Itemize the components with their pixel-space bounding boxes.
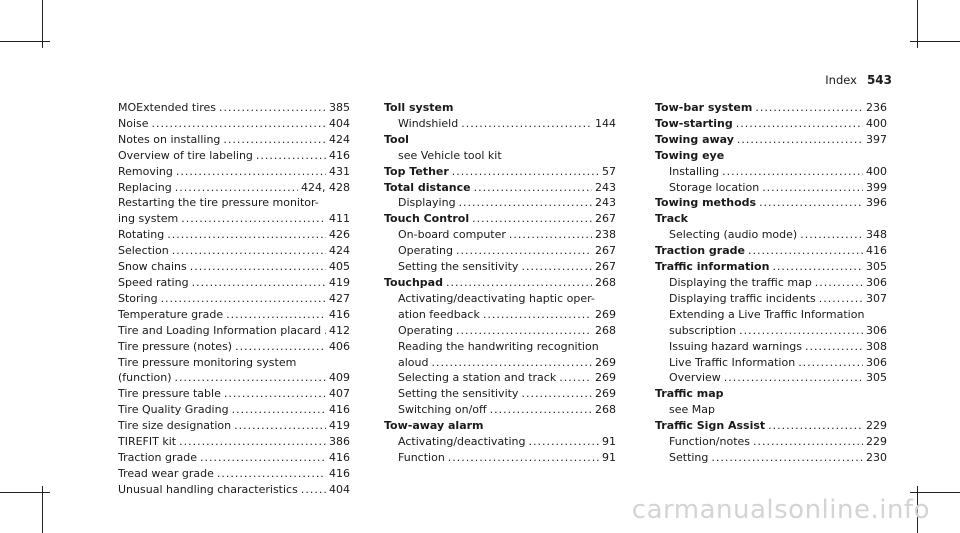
dot-leader — [181, 211, 326, 227]
dot-leader — [739, 323, 863, 339]
dot-leader — [798, 355, 863, 371]
entry-term: Unusual handling characteristics — [118, 482, 298, 496]
page-reference: 267 — [595, 260, 616, 274]
page-reference: 305 — [866, 260, 887, 274]
dot-leader — [190, 259, 326, 275]
index-entry — [655, 275, 887, 291]
dot-leader — [456, 323, 592, 339]
entry-term: aloud — [398, 355, 429, 369]
dot-leader — [559, 370, 592, 386]
index-entry — [118, 386, 350, 402]
index-heading — [384, 275, 616, 291]
dot-leader — [472, 211, 592, 227]
page-reference: 406 — [329, 339, 350, 353]
index-entry — [655, 180, 887, 196]
crop-mark — [910, 41, 960, 42]
dot-leader — [301, 482, 326, 498]
entry-term: Towing away — [655, 132, 734, 146]
entry-term: Traction grade — [655, 244, 745, 258]
page-reference: 268 — [595, 275, 616, 289]
index-entry — [384, 116, 616, 132]
index-heading — [655, 259, 887, 275]
entry-term: Operating — [398, 323, 453, 337]
page-reference: 424, 428 — [301, 180, 350, 194]
page-reference: 243 — [595, 196, 616, 210]
page-reference: 238 — [595, 228, 616, 242]
entry-term: Selecting (audio mode) — [669, 228, 798, 242]
page-reference: 306 — [866, 275, 887, 289]
index-entry — [118, 100, 350, 116]
entry-term: Setting — [669, 450, 709, 464]
page-reference: 407 — [329, 387, 350, 401]
entry-term: Operating — [398, 244, 453, 258]
entry-term: Overview of tire labeling — [118, 148, 253, 162]
watermark: carmanualsonline.info — [631, 495, 930, 525]
page-reference: 396 — [866, 196, 887, 210]
page-reference: 230 — [866, 450, 887, 464]
dot-leader — [521, 259, 592, 275]
entry-term: Tire size designation — [118, 419, 232, 433]
dot-leader — [172, 243, 326, 259]
index-entry — [655, 355, 887, 371]
page-reference: 57 — [602, 164, 616, 178]
index-entry — [118, 370, 350, 386]
index-heading — [384, 164, 616, 180]
entry-term: subscription — [669, 323, 737, 337]
page-reference: 424 — [329, 244, 350, 258]
page-reference: 305 — [866, 371, 887, 385]
entry-term: Function — [398, 450, 445, 464]
dot-leader — [256, 148, 326, 164]
dot-leader — [461, 116, 592, 132]
entry-term: On-board computer — [398, 228, 506, 242]
dot-leader — [452, 164, 599, 180]
dot-leader — [456, 243, 592, 259]
entry-term: Displaying the traffic map — [669, 275, 812, 289]
page-reference: 306 — [866, 355, 887, 369]
page-reference: 405 — [329, 260, 350, 274]
entry-term: Setting the sensitivity — [398, 387, 519, 401]
index-entry — [384, 450, 616, 466]
index-entry — [655, 323, 887, 339]
page-reference: 427 — [329, 291, 350, 305]
entry-term: Snow chains — [118, 260, 187, 274]
index-entry — [118, 450, 350, 466]
index-entry — [118, 180, 350, 196]
entry-term: Traffic Sign Assist — [655, 419, 766, 433]
entry-term: (function) — [118, 371, 172, 385]
entry-term: Issuing hazard warnings — [669, 339, 802, 353]
entry-term: Selecting a station and track — [398, 371, 557, 385]
dot-leader — [755, 100, 863, 116]
index-column-3 — [655, 100, 887, 466]
entry-term: Removing — [118, 164, 173, 178]
entry-term: Displaying — [398, 196, 456, 210]
page-reference: 400 — [866, 116, 887, 130]
page-reference: 269 — [595, 355, 616, 369]
index-entry — [655, 434, 887, 450]
dot-leader — [521, 386, 592, 402]
dot-leader — [192, 275, 326, 291]
dot-leader — [175, 370, 326, 386]
page-reference: 308 — [866, 339, 887, 353]
page-reference: 229 — [866, 435, 887, 449]
page-reference: 307 — [866, 291, 887, 305]
index-entry — [118, 148, 350, 164]
page-reference: 348 — [866, 228, 887, 242]
entry-term: Notes on installing — [118, 132, 221, 146]
dot-leader — [223, 132, 326, 148]
dot-leader — [448, 450, 599, 466]
index-entry — [118, 291, 350, 307]
page-reference: 416 — [329, 148, 350, 162]
crop-mark — [0, 41, 50, 42]
page-reference: 400 — [866, 164, 887, 178]
index-entry — [118, 402, 350, 418]
index-entry: Activating/deactivating haptic oper- — [398, 291, 595, 305]
page-reference: 404 — [329, 116, 350, 130]
dot-leader — [800, 227, 863, 243]
index-entry — [118, 466, 350, 482]
dot-leader — [483, 307, 592, 323]
dot-leader — [711, 450, 863, 466]
crop-mark — [910, 492, 960, 493]
entry-term: Activating/deactivating — [398, 435, 526, 449]
page-reference: 419 — [329, 275, 350, 289]
index-heading: Towing eye — [655, 148, 725, 162]
page-reference: 306 — [866, 323, 887, 337]
entry-term: Traction grade — [118, 450, 197, 464]
dot-leader — [737, 132, 863, 148]
page-reference: 416 — [329, 450, 350, 464]
page-reference: 416 — [329, 466, 350, 480]
index-heading: Track — [655, 212, 688, 226]
entry-term: Rotating — [118, 228, 165, 242]
index-heading — [384, 180, 616, 196]
dot-leader — [805, 339, 863, 355]
entry-term: Touchpad — [384, 275, 443, 289]
index-heading — [655, 116, 887, 132]
entry-term: Function/notes — [669, 435, 751, 449]
index-entry — [118, 132, 350, 148]
entry-term: Towing methods — [655, 196, 757, 210]
page-reference: 416 — [866, 244, 887, 258]
dot-leader — [509, 227, 592, 243]
index-heading: Tool — [384, 132, 409, 146]
index-entry — [655, 291, 887, 307]
page-reference: 91 — [602, 435, 616, 449]
index-entry — [384, 323, 616, 339]
index-heading: Toll system — [384, 101, 454, 114]
entry-term: MOExtended tires — [118, 101, 217, 114]
entry-term: Tire pressure (notes) — [118, 339, 233, 353]
dot-leader — [459, 195, 592, 211]
entry-term: Total distance — [384, 180, 471, 194]
entry-term: TIREFIT kit — [118, 435, 177, 449]
entry-term: Live Traffic Information — [669, 355, 796, 369]
dot-leader — [474, 180, 592, 196]
page-reference: 411 — [329, 212, 350, 226]
crop-mark — [42, 486, 43, 533]
index-entry — [384, 402, 616, 418]
entry-term: Speed rating — [118, 275, 189, 289]
page-reference: 236 — [866, 101, 887, 114]
index-entry — [384, 259, 616, 275]
page-reference: 91 — [602, 450, 616, 464]
index-entry — [118, 307, 350, 323]
page-reference: 399 — [866, 180, 887, 194]
page-reference: 269 — [595, 307, 616, 321]
dot-leader — [722, 164, 863, 180]
section-title: Index — [825, 73, 857, 87]
page-reference: 268 — [595, 323, 616, 337]
dot-leader — [736, 116, 863, 132]
page-reference: 397 — [866, 132, 887, 146]
index-entry — [118, 116, 350, 132]
page-reference: 412 — [329, 323, 350, 337]
index-heading — [655, 243, 887, 259]
index-entry: Restarting the tire pressure monitor- — [118, 196, 319, 210]
dot-leader — [529, 434, 599, 450]
index-entry — [118, 164, 350, 180]
entry-term: Top Tether — [384, 164, 449, 178]
page-reference: 243 — [595, 180, 616, 194]
dot-leader — [234, 418, 326, 434]
crop-mark — [0, 492, 50, 493]
page-reference: 268 — [595, 403, 616, 417]
dot-leader — [152, 116, 326, 132]
page-reference: 431 — [329, 164, 350, 178]
index-entry — [655, 227, 887, 243]
dot-leader — [768, 418, 863, 434]
index-entry — [384, 307, 616, 323]
entry-term: Touch Control — [384, 212, 470, 226]
index-heading — [655, 418, 887, 434]
dot-leader — [759, 195, 863, 211]
index-entry — [118, 211, 350, 227]
entry-term: Displaying traffic incidents — [669, 291, 816, 305]
index-entry — [118, 418, 350, 434]
dot-leader — [232, 402, 326, 418]
page-reference: 426 — [329, 228, 350, 242]
index-column-1 — [118, 100, 350, 498]
dot-leader — [753, 434, 863, 450]
index-entry — [384, 227, 616, 243]
dot-leader — [490, 402, 592, 418]
page-reference: 269 — [595, 371, 616, 385]
index-entry — [655, 450, 887, 466]
index-entry — [118, 339, 350, 355]
dot-leader — [226, 307, 326, 323]
page-header — [825, 73, 892, 87]
index-heading — [655, 195, 887, 211]
page-reference: 267 — [595, 244, 616, 258]
dot-leader — [748, 243, 863, 259]
index-entry — [655, 370, 887, 386]
entry-term: Tow-bar system — [655, 101, 753, 114]
dot-leader — [762, 180, 863, 196]
dot-leader — [235, 339, 326, 355]
dot-leader — [819, 291, 863, 307]
entry-term: Tire and Loading Information placard — [118, 323, 322, 337]
entry-term: Overview — [669, 371, 721, 385]
dot-leader — [446, 275, 592, 291]
entry-term: Windshield — [398, 116, 459, 130]
index-entry — [384, 195, 616, 211]
dot-leader — [167, 227, 326, 243]
entry-term: ing system — [118, 212, 179, 226]
index-entry: see Vehicle tool kit — [398, 148, 502, 162]
page-reference: 416 — [329, 307, 350, 321]
index-heading: Traffic map — [655, 387, 724, 401]
page-reference: 385 — [329, 101, 350, 114]
entry-term: Replacing — [118, 180, 172, 194]
dot-leader — [176, 164, 326, 180]
page-reference: 419 — [329, 419, 350, 433]
index-entry: see Map — [669, 403, 715, 417]
index-entry: Reading the handwriting recognition — [398, 339, 599, 353]
index-entry — [118, 243, 350, 259]
dot-leader — [772, 259, 863, 275]
index-column-2 — [384, 100, 616, 466]
index-entry — [384, 355, 616, 371]
entry-term: Temperature grade — [118, 307, 224, 321]
page-reference: 409 — [329, 371, 350, 385]
index-entry — [655, 339, 887, 355]
entry-term: Traffic information — [655, 260, 770, 274]
index-entry — [118, 275, 350, 291]
index-entry — [655, 164, 887, 180]
dot-leader — [724, 370, 863, 386]
index-heading — [384, 211, 616, 227]
entry-term: Tread wear grade — [118, 466, 214, 480]
dot-leader — [175, 180, 298, 196]
entry-term: Storage location — [669, 180, 760, 194]
index-entry — [118, 227, 350, 243]
index-entry — [118, 482, 350, 498]
index-heading — [655, 132, 887, 148]
index-heading: Tow-away alarm — [384, 419, 484, 433]
page-reference: 144 — [595, 116, 616, 130]
index-entry: Tire pressure monitoring system — [118, 355, 297, 369]
page-reference: 267 — [595, 212, 616, 226]
entry-term: Tire pressure table — [118, 387, 221, 401]
entry-term: Tire Quality Grading — [118, 403, 229, 417]
page-reference: 424 — [329, 132, 350, 146]
index-entry — [384, 386, 616, 402]
entry-term: Setting the sensitivity — [398, 260, 519, 274]
dot-leader — [815, 275, 863, 291]
dot-leader — [219, 100, 326, 116]
page-reference: 386 — [329, 435, 350, 449]
page-reference: 229 — [866, 419, 887, 433]
page-reference: 404 — [329, 482, 350, 496]
dot-leader — [217, 466, 326, 482]
index-heading — [655, 100, 887, 116]
dot-leader — [179, 434, 326, 450]
entry-term: Selection — [118, 244, 169, 258]
index-entry — [118, 259, 350, 275]
index-entry: Extending a Live Traffic Information — [669, 307, 865, 321]
index-entry — [118, 323, 350, 339]
page-reference: 416 — [329, 403, 350, 417]
dot-leader — [431, 355, 592, 371]
entry-term: Noise — [118, 116, 149, 130]
dot-leader — [224, 386, 326, 402]
page-number: 543 — [866, 73, 892, 87]
entry-term: Storing — [118, 291, 158, 305]
dot-leader — [200, 450, 326, 466]
index-entry — [118, 434, 350, 450]
page-reference: 269 — [595, 387, 616, 401]
index-entry — [384, 434, 616, 450]
entry-term: Installing — [669, 164, 720, 178]
index-entry — [384, 370, 616, 386]
entry-term: Tow-starting — [655, 116, 733, 130]
entry-term: Switching on/off — [398, 403, 487, 417]
entry-term: ation feedback — [398, 307, 480, 321]
dot-leader — [324, 323, 326, 339]
index-entry — [384, 243, 616, 259]
dot-leader — [161, 291, 326, 307]
